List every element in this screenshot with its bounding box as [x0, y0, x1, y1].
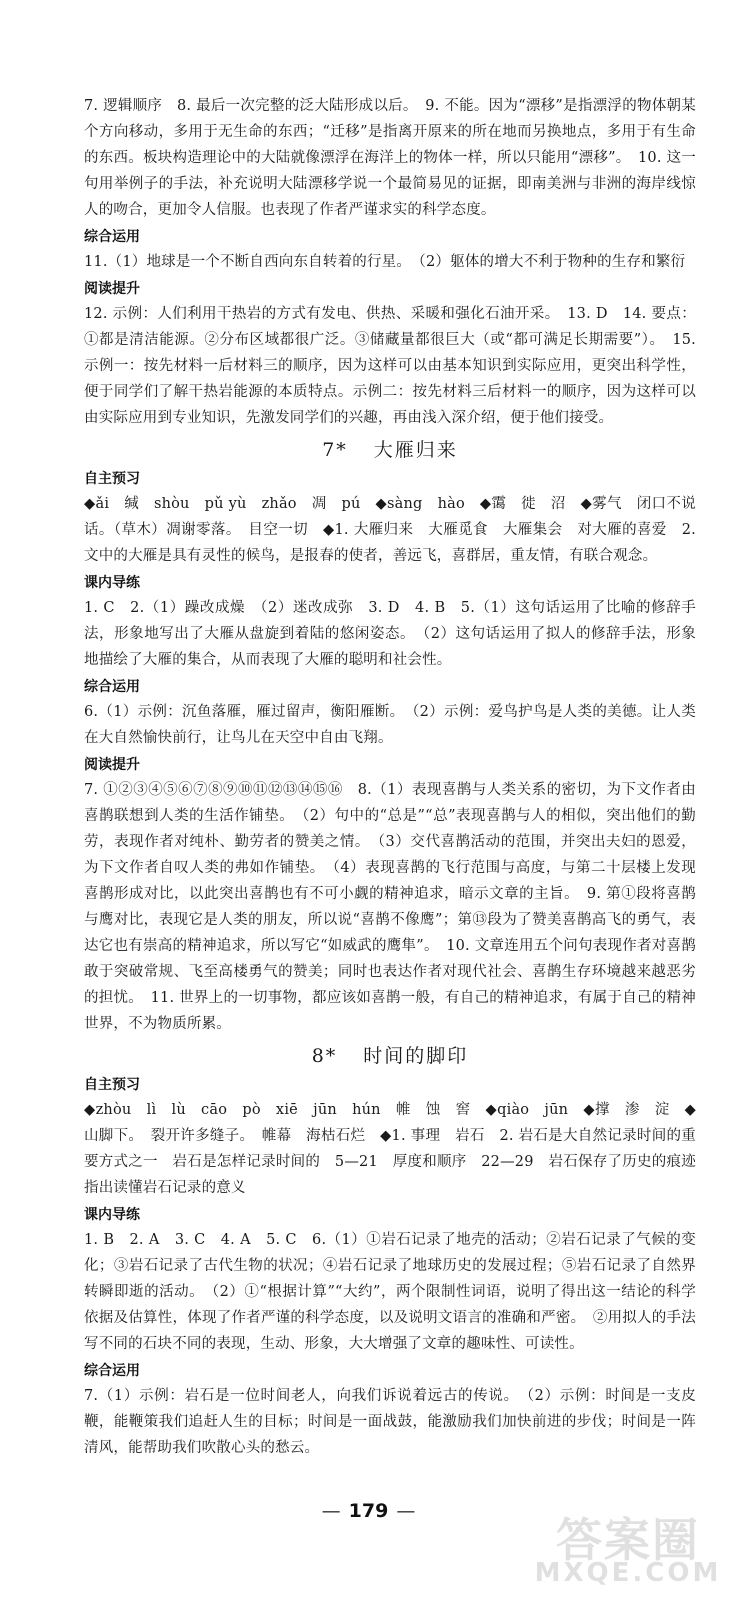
lesson-7-title [84, 435, 696, 465]
lesson-8-number: 8* [311, 1045, 338, 1067]
footer-dash-right: — [396, 1500, 416, 1522]
lesson-7-heading-reading: 阅读提升 [84, 757, 140, 773]
lesson-8-heading-practice: 课内导练 [84, 1207, 140, 1223]
lesson-7-practice-answers: 1. C 2.（1）躁改成燥 （2）迷改成弥 3. D 4. B 5.（1）这句话运用了比喻的修辞手法，形象地写出了大雁从盘旋到着陆的悠闲姿态。 （2）这句话运用了拟人的修辞手法，形象地描绘了大雁的集合，从而表现了大雁的聪明和社会性。 [84, 600, 696, 668]
lesson-8-heading-comprehensive: 综合运用 [84, 1363, 140, 1379]
section-heading-reading: 阅读提升 [84, 281, 140, 297]
page-number: 179 [348, 1500, 389, 1522]
intro-answers: 7. 逻辑顺序 8. 最后一次完整的泛大陆形成以后。 9. 不能。因为“漂移”是指漂浮的物体朝某个方向移动，多用于无生命的东西；“迁移”是指离开原来的所在地而另换地点，多用于有生命的东西。板块构造理论中的大陆就像漂浮在海洋上的物体一样，所以只能用“漂移”。 10. 这一句用举例子的手法，补充说明大陆漂移学说一个最简易见的证据，即南美洲与非洲的海岸线惊人的吻合，更加令人信服。也表现了作者严谨求实的科学态度。 [84, 98, 696, 218]
watermark-url: MXQE.COM [534, 1558, 722, 1588]
comprehensive-answers: 11.（1）地球是一个不断自西向东自转着的行星。 （2）躯体的增大不利于物种的生存和繁衍 [84, 254, 686, 270]
lesson-8-name: 时间的脚印 [363, 1045, 469, 1067]
site-watermark [533, 1500, 723, 1588]
lesson-7-reading-answers: 7. ①②③④⑤⑥⑦⑧⑨⑩⑪⑫⑬⑭⑮⑯ 8.（1）表现喜鹊与人类关系的密切，为下文作者由喜鹊联想到人类的生活作铺垫。 （2）句中的“总是”“总”表现喜鹊与人的相似，突出他们的勤劳，表现作者对纯朴、勤劳者的赞美之情。 （3）交代喜鹊活动的范围，并突出夫妇的恩爱，为下文作者自叹人类的弗如作铺垫。 （4）表现喜鹊的飞行范围与高度，与第二十层楼上发现喜鹊形成对比，以此突出喜鹊也有不可小觑的精神追求，暗示文章的主旨。 9. 第①段将喜鹊与鹰对比，表现它是人类的朋友，所以说“喜鹊不像鹰”；第⑬段为了赞美喜鹊高飞的勇气，表达它也有崇高的精神追求，所以写它“如威武的鹰隼”。 10. 文章连用五个问句表现作者对喜鹊敢于突破常规、飞至高楼勇气的赞美；同时也表达作者对现代社会、喜鹊生存环境越来越恶劣的担忧。 11. 世界上的一切事物，都应该如喜鹊一般，有自己的精神追求，有属于自己的精神世界，不为物质所累。 [84, 782, 696, 1032]
lesson-7-heading-practice: 课内导练 [84, 575, 140, 591]
answer-page [84, 93, 711, 1461]
reading-answers: 12. 示例：人们利用干热岩的方式有发电、供热、采暖和强化石油开采。 13. D 14. 要点：①都是清洁能源。②分布区域都很广泛。③储藏量都很巨大（或“都可满足长期需要”）。 15. 示例一：按先材料一后材料三的顺序，因为这样可以由基本知识到实际应用，更突出科学性，便于同学们了解干热岩能源的本质特点。示例二：按先材料三后材料一的顺序，因为这样可以由实际应用到专业知识，先激发同学们的兴趣，再由浅入深介绍，便于他们接受。 [84, 306, 696, 426]
lesson-7-heading-preview: 自主预习 [84, 471, 140, 487]
lesson-8-practice-answers: 1. B 2. A 3. C 4. A 5. C 6.（1）①岩石记录了地壳的活动；②岩石记录了气候的变化；③岩石记录了古代生物的状况；④岩石记录了地球历史的发展过程；⑤岩石记录了自然界转瞬即逝的活动。 （2）①“根据计算”“大约”，两个限制性词语，说明了得出这一结论的科学依据及估算性，体现了作者严谨的科学态度，以及说明文语言的准确和严密。 ②用拟人的手法写不同的石块不同的表现，生动、形象，大大增强了文章的趣味性、可读性。 [84, 1232, 696, 1352]
lesson-8-heading-preview: 自主预习 [84, 1077, 140, 1093]
watermark-logo-text: 答案圈 [556, 1513, 700, 1567]
lesson-8-preview-answers: ◆zhòu lì lù cāo pò xiē jūn hún 帷 蚀 窖 ◆qiào jūn ◆撑 渗 淀 ◆山脚下。 裂开许多缝子。 帷幕 海枯石烂 ◆1. 事理 岩石 2. 岩石是大自然记录时间的重要方式之一 岩石是怎样记录时间的 5—21 厚度和顺序 22—29 岩石保存了历史的痕迹 指出读懂岩石记录的意义 [84, 1102, 711, 1196]
lesson-7-preview-answers: ◆ǎi 缄 shòu pǔ yù zhǎo 凋 pú ◆sàng hào ◆霭 徙 沼 ◆雾气 闭口不说话。（草木）凋谢零落。 目空一切 ◆1. 大雁归来 大雁觅食 大雁集会 对大雁的喜爱 2. 文中的大雁是具有灵性的候鸟，是报春的使者，善远飞，喜群居，重友情，有联合观念。 [84, 496, 696, 564]
footer-dash-left: — [321, 1500, 341, 1522]
section-heading-comprehensive: 综合运用 [84, 229, 140, 245]
lesson-7-number: 7* [322, 439, 348, 461]
lesson-7-comprehensive-answers: 6.（1）示例：沉鱼落雁，雁过留声，衡阳雁断。 （2）示例：爱鸟护鸟是人类的美德。让人类在大自然愉快前行，让鸟儿在天空中自由飞翔。 [84, 704, 696, 746]
lesson-7-heading-comprehensive: 综合运用 [84, 679, 140, 695]
lesson-8-title [84, 1041, 696, 1071]
lesson-7-name: 大雁归来 [373, 439, 458, 461]
lesson-8-comprehensive-answers: 7.（1）示例：岩石是一位时间老人，向我们诉说着远古的传说。 （2）示例：时间是一支皮鞭，能鞭策我们追赶人生的目标；时间是一面战鼓，能激励我们加快前进的步伐；时间是一阵清风，能帮助我们吹散心头的愁云。 [84, 1388, 696, 1456]
